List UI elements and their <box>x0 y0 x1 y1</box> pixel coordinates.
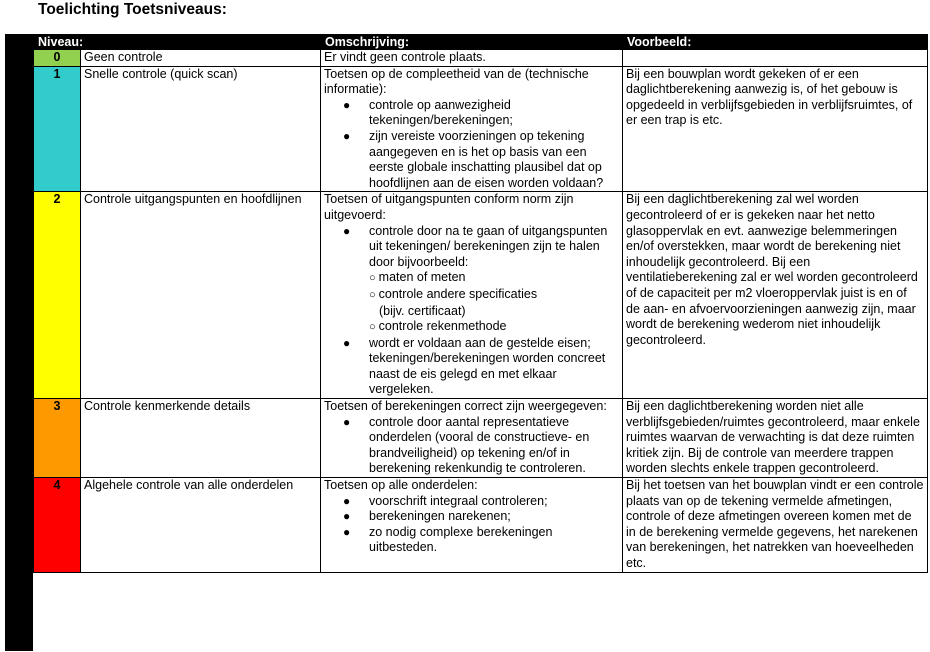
description-intro: Toetsen op de compleetheid van de (technische informatie): <box>324 66 589 97</box>
bullet-icon: ● <box>343 493 351 508</box>
bullet-list <box>324 224 619 399</box>
table-row-level-0 <box>34 50 928 67</box>
level-example-3: Bij een daglichtberekening worden niet alle verblijfsgebieden/ruimtes gecontroleerd, maar enkele ruimtes waarvan de verwachting is dat deze ruimten kritiek zijn. Bij de controle van meerdere trappen worden slechts enkele trappen gecontroleerd. <box>623 399 928 478</box>
level-badge-4: 4 <box>34 478 81 573</box>
list-item: ● zo nodig complexe berekeningen uitbesteden. <box>343 524 553 555</box>
header-name <box>81 35 321 50</box>
list-item: ● berekeningen narekenen; <box>343 509 511 524</box>
level-badge-2: 2 <box>34 192 81 399</box>
list-item: ● controle door na te gaan of uitgangspunten uit tekeningen/ berekeningen zijn te halen door bijvoorbeeld: ○ maten of meten ○ controle andere specificaties (bijv. certificaat) ○ controle rekenmethode <box>369 224 619 336</box>
levels-table <box>33 34 928 573</box>
sub-list-item: ○ controle rekenmethode <box>369 319 507 334</box>
header-description: Omschrijving: <box>321 35 623 50</box>
list-item: ● voorschrift integraal controleren; <box>343 493 548 508</box>
circle-bullet-icon: ○ <box>369 272 376 285</box>
level-badge-0: 0 <box>34 50 81 67</box>
level-name-3: Controle kenmerkende details <box>81 399 321 478</box>
bullet-icon: ● <box>343 223 351 238</box>
level-name-2: Controle uitgangspunten en hoofdlijnen <box>81 192 321 399</box>
table-row-level-1 <box>34 66 928 192</box>
sub-list-item: ○ maten of meten <box>369 270 466 285</box>
table-row-level-4 <box>34 478 928 573</box>
circle-bullet-icon: ○ <box>369 288 376 301</box>
sub-list <box>369 270 619 335</box>
level-badge-3: 3 <box>34 399 81 478</box>
list-item: ● controle op aanwezigheid tekeningen/berekeningen; <box>343 97 513 128</box>
table-row-level-2 <box>34 192 928 399</box>
bullet-icon: ● <box>343 335 351 350</box>
level-name-4: Algehele controle van alle onderdelen <box>81 478 321 573</box>
sub-list-item: (bijv. certificaat) <box>379 303 466 318</box>
description-intro: Toetsen of berekeningen correct zijn weergegeven: <box>324 399 607 414</box>
description-intro: Toetsen of uitgangspunten conform norm zijn uitgevoerd: <box>324 192 574 222</box>
level-example-1: Bij een bouwplan wordt gekeken of er een daglichtberekening aanwezig is, of het gebouw is opgedeeld in verblijfsgebieden in verblijfsruimtes, of er een trap is etc. <box>623 66 928 192</box>
level-badge-1: 1 <box>34 66 81 192</box>
bullet-icon: ● <box>343 509 351 524</box>
bullet-list <box>324 415 619 477</box>
bullet-list <box>324 494 619 556</box>
list-item: ● wordt er voldaan aan de gestelde eisen; tekeningen/berekeningen worden concreet naast de eis gelegd en met elkaar vergeleken. <box>343 335 606 397</box>
left-black-bar <box>5 34 33 651</box>
table-header-row <box>34 35 928 50</box>
bullet-list <box>324 98 619 192</box>
description-intro: Toetsen op alle onderdelen: <box>324 478 478 493</box>
header-level: Niveau: <box>34 35 81 50</box>
level-description-0: Er vindt geen controle plaats. <box>321 50 623 67</box>
table-row-level-3 <box>34 399 928 478</box>
level-description-3 <box>321 399 623 478</box>
page-title: Toelichting Toetsniveaus: <box>38 1 227 18</box>
circle-bullet-icon: ○ <box>369 321 376 334</box>
level-description-4 <box>321 478 623 573</box>
bullet-icon: ● <box>343 414 351 429</box>
header-example: Voorbeeld: <box>623 35 928 50</box>
bullet-icon: ● <box>343 524 351 539</box>
list-item: ● controle door aantal representatieve onderdelen (vooral de constructieve- en brandveiligheid) op tekening en/of in berekening rekenkundig te controleren. <box>343 414 590 476</box>
level-example-2: Bij een daglichtberekening zal wel worden gecontroleerd of er is gekeken naar het netto glasoppervlak en evt. aanwezige belemmeringen en/of overstekken, maar wordt de berekening niet inhoudelijk gecontroleerd. Bij een ventilatieberekening zal er wel worden gecontroleerd of de capaciteit per m2 vloeroppervlak juist is en of de aan- en afvoervoorzieningen aanwezig zijn, maar wordt de berekening wederom niet inhoudelijk gecontroleerd. <box>623 192 928 399</box>
level-example-4: Bij het toetsen van het bouwplan vindt er een controle plaats van op de tekening vermelde afmetingen, controle of deze afmetingen overeen komen met de in de berekening vermelde gegevens, het narekenen van berekeningen, het natrekken van hoeveelheden etc. <box>623 478 928 573</box>
sub-list-item: ○ controle andere specificaties <box>369 286 538 301</box>
list-item: ● zijn vereiste voorzieningen op tekening aangegeven en is het op basis van een eerste globale inschatting plausibel dat op hoofdlijnen aan de eisen worden voldaan? <box>343 128 604 190</box>
level-name-1: Snelle controle (quick scan) <box>81 66 321 192</box>
bullet-icon: ● <box>343 97 351 112</box>
bullet-icon: ● <box>343 128 351 143</box>
level-description-2 <box>321 192 623 399</box>
level-name-0: Geen controle <box>81 50 321 67</box>
level-description-1 <box>321 66 623 192</box>
level-example-0 <box>623 50 928 67</box>
